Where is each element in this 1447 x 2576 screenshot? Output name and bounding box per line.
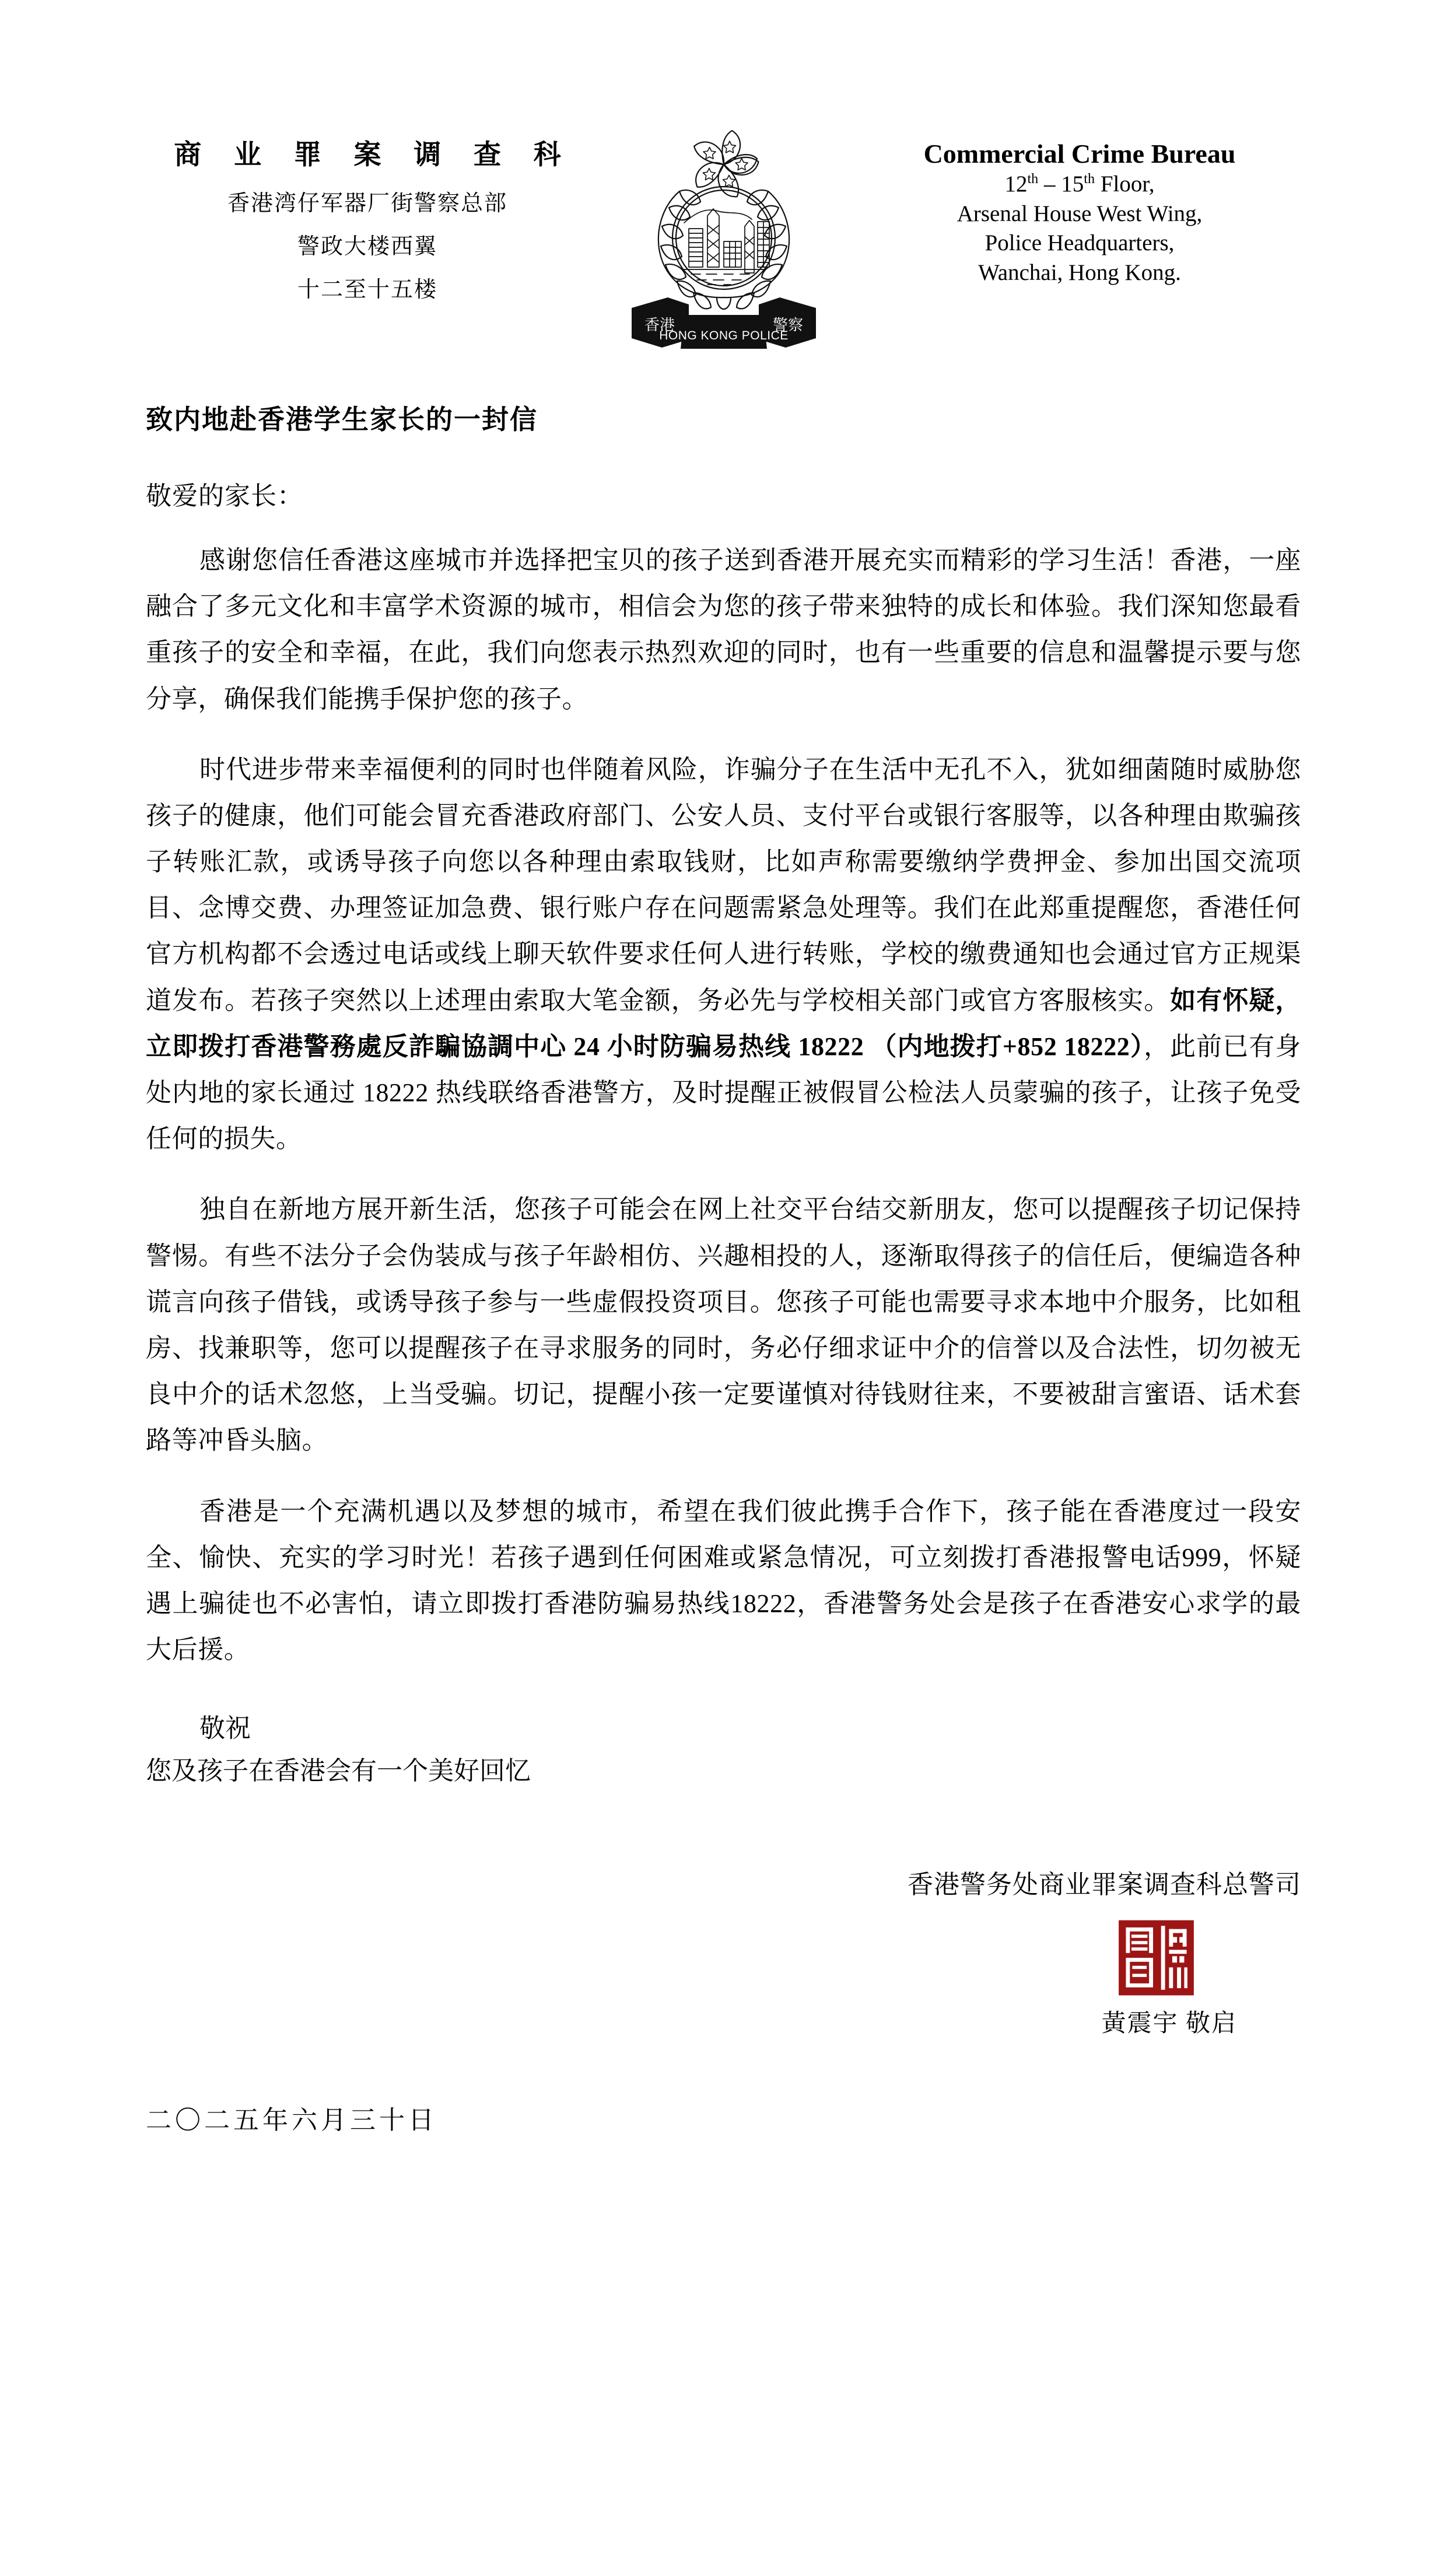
hong-kong-police-crest-icon xyxy=(619,122,829,350)
letter-title: 致内地赴香港学生家长的一封信 xyxy=(146,405,538,434)
svg-text:HONG KONG POLICE: HONG KONG POLICE xyxy=(658,329,789,342)
paragraph-p3-social-and-agents xyxy=(146,1186,1301,1463)
crest-container xyxy=(607,122,840,350)
text-run-1-2: ，此前已有身处内地的家长通过 18222 热线联络香港警方，及时提醒正被假冒公检法人员蒙骗的孩子，让孩子免受任何的损失。 xyxy=(146,1032,1301,1154)
closing-line-2: 您及孩子在香港会有一个美好回忆 xyxy=(146,1756,531,1785)
floor-ordinal-start: th xyxy=(1027,170,1039,187)
paragraph-list xyxy=(146,537,1301,1673)
letterhead-chinese xyxy=(146,122,589,301)
closing-line-1: 敬祝 xyxy=(199,1714,251,1743)
svg-text:香港: 香港 xyxy=(644,317,675,334)
letter-body xyxy=(0,402,1447,1792)
letter-date: 二〇二五年六月三十日 xyxy=(146,2106,437,2135)
chinese-department-name: 商 业 罪 案 调 查 科 xyxy=(174,140,574,170)
english-address-line-1 xyxy=(858,170,1301,199)
english-address-line-4: Wanchai, Hong Kong. xyxy=(978,260,1181,285)
signatory-name: 黃震宇 敬启 xyxy=(1101,2010,1237,2037)
english-department-name: Commercial Crime Bureau xyxy=(923,139,1236,169)
seal-row xyxy=(0,1917,1301,1999)
english-address-line-3: Police Headquarters, xyxy=(984,230,1175,256)
paragraph-p2-fraud-warning xyxy=(146,746,1301,1162)
floor-ordinal-end: th xyxy=(1084,170,1095,187)
letterhead-english xyxy=(858,122,1301,288)
closing-block xyxy=(146,1708,1301,1792)
paragraph-p1-welcome xyxy=(146,537,1301,722)
text-run-3-0: 香港是一个充满机遇以及梦想的城市，希望在我们彼此携手合作下，孩子能在香港度过一段安全、愉快、充实的学习时光！若孩子遇到任何困难或紧急情况，可立刻拨打香港报警电话999，怀疑遇上骗徒也不必害怕，请立即拨打香港防骗易热线18222，香港警务处会是孩子在香港安心求学的最大后援。 xyxy=(146,1496,1301,1664)
paragraph-p4-closing-support xyxy=(146,1488,1301,1673)
signature-area xyxy=(0,1868,1447,2039)
signatory-organisation: 香港警务处商业罪案调查科总警司 xyxy=(908,1870,1301,1899)
floor-suffix: Floor, xyxy=(1095,171,1155,197)
text-run-0-0: 感谢您信任香港这座城市并选择把宝贝的孩子送到香港开展充实而精彩的学习生活！香港，一座融合了多元文化和丰富学术资源的城市，相信会为您的孩子带来独特的成长和体验。我们深知您最看重孩子的安全和幸福，在此，我们向您表示热烈欢迎的同时，也有一些重要的信息和温馨提示要与您分享，确保我们能携手保护您的孩子。 xyxy=(146,545,1301,713)
chinese-address-line-3: 十二至十五楼 xyxy=(297,278,437,303)
chinese-address-line-2: 警政大楼西翼 xyxy=(297,234,437,260)
floor-range-end: 15 xyxy=(1061,171,1084,197)
chinese-address-line-1: 香港湾仔军器厂街警察总部 xyxy=(227,191,507,216)
letterhead xyxy=(0,0,1447,350)
salutation: 敬爱的家长： xyxy=(146,481,303,510)
floor-range-start: 12 xyxy=(1004,171,1028,197)
text-run-2-0: 独自在新地方展开新生活，您孩子可能会在网上社交平台结交新朋友，您可以提醒孩子切记保持警惕。有些不法分子会伪装成与孩子年龄相仿、兴趣相投的人，逐渐取得孩子的信任后，便编造各种谎言向孩子借钱，或诱导孩子参与一些虚假投资项目。您孩子可能也需要寻求本地中介服务，比如租房、找兼职等，您可以提醒孩子在寻求服务的同时，务必仔细求证中介的信誉以及合法性，切勿被无良中介的话术忽悠，上当受骗。切记，提醒小孩一定要谨慎对待钱财往来，不要被甜言蜜语、话术套路等冲昏头脑。 xyxy=(146,1195,1301,1455)
floor-range-separator: – xyxy=(1038,171,1061,197)
crest-banner xyxy=(632,297,816,349)
text-run-1-0: 时代进步带来幸福便利的同时也伴随着风险，诈骗分子在生活中无孔不入，犹如细菌随时威胁您孩子的健康，他们可能会冒充香港政府部门、公安人员、支付平台或银行客服等，以各种理由欺骗孩子转账汇款，或诱导孩子向您以各种理由索取钱财，比如声称需要缴纳学费押金、参加出国交流项目、念博交费、办理签证加急费、银行账户存在问题需紧急处理等。我们在此郑重提醒您，香港任何官方机构都不会透过电话或线上聊天软件要求任何人进行转账，学校的缴费通知也会通过官方正规渠道发布。若孩子突然以上述理由索取大笔金额，务必先与学校相关部门或官方客服核实。 xyxy=(146,755,1301,1015)
svg-text:警察: 警察 xyxy=(772,317,803,334)
official-red-seal-icon xyxy=(1116,1917,1196,1999)
english-address-line-2: Arsenal House West Wing, xyxy=(957,201,1203,226)
emphasised-run-1-1: 如有怀疑，立即拨打香港警務處反詐騙協調中心 24 小时防骗易热线 18222 （内地拨打+852 18222） xyxy=(146,986,1301,1061)
